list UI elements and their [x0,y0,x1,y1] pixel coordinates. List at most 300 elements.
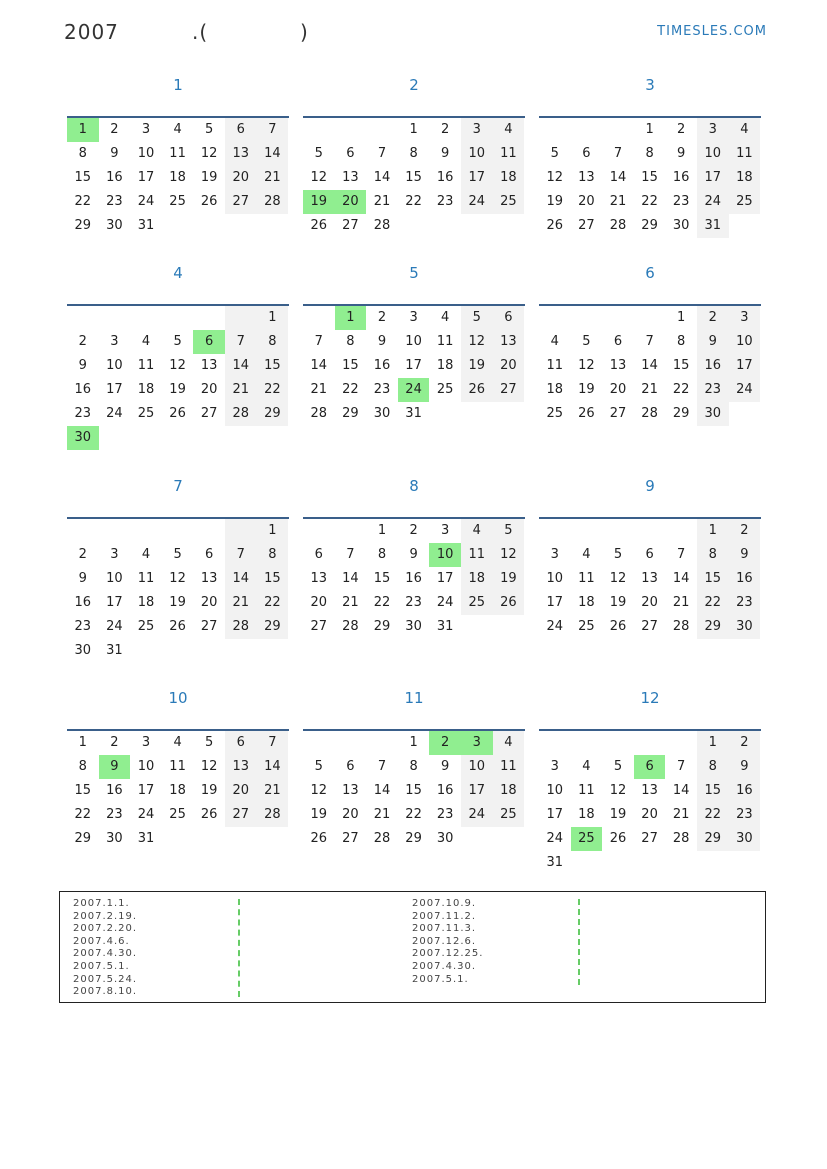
day-cell[interactable]: 17 [137,170,155,185]
day-cell[interactable]: 27 [493,378,525,402]
day-cell[interactable]: 1 [409,735,418,750]
day-cell[interactable]: 26 [578,406,595,421]
day-cell[interactable]: 28 [373,218,391,233]
day-cell[interactable]: 10 [137,146,155,161]
day-cell[interactable]: 13 [200,571,218,586]
day-cell[interactable]: 1 [257,519,289,543]
day-cell[interactable]: 6 [346,759,355,774]
day-cell[interactable]: 19 [169,595,186,610]
day-cell[interactable]: 30 [373,406,391,421]
day-cell[interactable]: 4 [141,547,151,562]
day-cell[interactable]: 16 [405,571,422,586]
day-cell[interactable]: 25 [493,190,525,214]
day-cell[interactable]: 20 [641,807,658,822]
day-cell[interactable]: 21 [310,382,328,397]
day-cell[interactable]: 5 [493,519,525,543]
day-cell[interactable]: 23 [405,595,422,610]
day-cell[interactable]: 30 [67,426,99,450]
day-cell[interactable]: 13 [578,170,595,185]
day-cell[interactable]: 13 [641,783,658,798]
day-cell[interactable]: 31 [546,855,564,870]
day-cell[interactable]: 10 [106,571,123,586]
day-cell[interactable]: 17 [546,807,564,822]
day-cell[interactable]: 7 [677,759,686,774]
day-cell[interactable]: 18 [578,807,595,822]
day-cell[interactable]: 9 [677,146,686,161]
day-cell[interactable]: 24 [697,190,729,214]
day-cell[interactable]: 25 [169,807,186,822]
day-cell[interactable]: 18 [493,166,525,190]
day-cell[interactable]: 21 [257,779,289,803]
day-cell[interactable]: 28 [225,615,257,639]
day-cell[interactable]: 27 [200,619,218,634]
day-cell[interactable]: 26 [200,807,218,822]
day-cell[interactable]: 16 [436,783,454,798]
day-cell[interactable]: 24 [546,831,564,846]
day-cell[interactable]: 31 [137,218,155,233]
day-cell[interactable]: 14 [257,142,289,166]
day-cell[interactable]: 12 [310,170,328,185]
day-cell[interactable]: 23 [729,803,761,827]
day-cell[interactable]: 1 [645,122,654,137]
day-cell[interactable]: 26 [310,218,328,233]
day-cell[interactable]: 25 [571,827,603,851]
day-cell[interactable]: 21 [609,194,627,209]
day-cell[interactable]: 24 [546,619,564,634]
day-cell[interactable]: 4 [441,310,450,325]
day-cell[interactable]: 11 [578,783,595,798]
day-cell[interactable]: 2 [729,519,761,543]
day-cell[interactable]: 6 [205,547,214,562]
day-cell[interactable]: 29 [257,402,289,426]
day-cell[interactable]: 17 [461,166,493,190]
day-cell[interactable]: 15 [257,354,289,378]
day-cell[interactable]: 18 [578,595,595,610]
day-cell[interactable]: 16 [373,358,391,373]
day-cell[interactable]: 22 [257,378,289,402]
day-cell[interactable]: 12 [310,783,328,798]
day-cell[interactable]: 19 [169,382,186,397]
day-cell[interactable]: 2 [429,731,461,755]
day-cell[interactable]: 11 [169,146,186,161]
day-cell[interactable]: 31 [697,214,729,238]
day-cell[interactable]: 20 [493,354,525,378]
day-cell[interactable]: 7 [377,759,387,774]
day-cell[interactable]: 10 [729,330,761,354]
day-cell[interactable]: 4 [729,118,761,142]
day-cell[interactable]: 21 [373,807,391,822]
day-cell[interactable]: 3 [441,523,450,538]
day-cell[interactable]: 18 [461,567,493,591]
day-cell[interactable]: 10 [546,571,564,586]
day-cell[interactable]: 8 [409,146,418,161]
day-cell[interactable]: 2 [677,122,686,137]
day-cell[interactable]: 29 [405,831,422,846]
day-cell[interactable]: 2 [78,547,87,562]
day-cell[interactable]: 12 [200,146,218,161]
day-cell[interactable]: 2 [409,523,418,538]
day-cell[interactable]: 8 [257,543,289,567]
day-cell[interactable]: 15 [697,779,729,803]
day-cell[interactable]: 29 [74,831,92,846]
day-cell[interactable]: 25 [169,194,186,209]
day-cell[interactable]: 22 [257,591,289,615]
day-cell[interactable]: 16 [74,595,92,610]
day-cell[interactable]: 18 [169,170,186,185]
day-cell[interactable]: 11 [169,759,186,774]
day-cell[interactable]: 24 [729,378,761,402]
day-cell[interactable]: 20 [200,595,218,610]
day-cell[interactable]: 13 [225,142,257,166]
day-cell[interactable]: 3 [110,334,119,349]
day-cell[interactable]: 11 [137,571,155,586]
day-cell[interactable]: 14 [310,358,328,373]
day-cell[interactable]: 21 [225,591,257,615]
day-cell[interactable]: 5 [613,547,623,562]
day-cell[interactable]: 20 [225,779,257,803]
day-cell[interactable]: 19 [578,382,595,397]
day-cell[interactable]: 24 [106,406,123,421]
day-cell[interactable]: 12 [609,571,627,586]
day-cell[interactable]: 21 [257,166,289,190]
day-cell[interactable]: 7 [225,330,257,354]
day-cell[interactable]: 20 [200,382,218,397]
day-cell[interactable]: 13 [225,755,257,779]
day-cell[interactable]: 15 [405,783,422,798]
day-cell[interactable]: 9 [697,330,729,354]
day-cell[interactable]: 17 [106,382,123,397]
day-cell[interactable]: 4 [493,731,525,755]
day-cell[interactable]: 6 [346,146,355,161]
day-cell[interactable]: 28 [641,406,658,421]
day-cell[interactable]: 11 [436,334,454,349]
day-cell[interactable]: 22 [74,807,92,822]
day-cell[interactable]: 30 [106,218,123,233]
day-cell[interactable]: 10 [405,334,422,349]
day-cell[interactable]: 22 [672,382,690,397]
day-cell[interactable]: 30 [106,831,123,846]
day-cell[interactable]: 7 [677,547,686,562]
day-cell[interactable]: 26 [493,591,525,615]
day-cell[interactable]: 23 [697,378,729,402]
day-cell[interactable]: 13 [493,330,525,354]
day-cell[interactable]: 23 [729,591,761,615]
day-cell[interactable]: 2 [110,122,119,137]
day-cell[interactable]: 19 [546,194,564,209]
day-cell[interactable]: 6 [582,146,591,161]
day-cell[interactable]: 2 [441,122,450,137]
day-cell[interactable]: 1 [697,731,729,755]
day-cell[interactable]: 12 [493,543,525,567]
day-cell[interactable]: 24 [461,803,493,827]
day-cell[interactable]: 30 [729,615,761,639]
day-cell[interactable]: 8 [377,547,387,562]
day-cell[interactable]: 8 [346,334,355,349]
day-cell[interactable]: 12 [200,759,218,774]
day-cell[interactable]: 15 [257,567,289,591]
day-cell[interactable]: 20 [641,595,658,610]
day-cell[interactable]: 7 [314,334,323,349]
day-cell[interactable]: 16 [697,354,729,378]
day-cell[interactable]: 15 [74,170,92,185]
day-cell[interactable]: 3 [141,735,151,750]
day-cell[interactable]: 9 [409,547,418,562]
day-cell[interactable]: 7 [377,146,387,161]
day-cell[interactable]: 11 [493,142,525,166]
day-cell[interactable]: 4 [493,118,525,142]
day-cell[interactable]: 20 [225,166,257,190]
day-cell[interactable]: 23 [436,194,454,209]
day-cell[interactable]: 28 [609,218,627,233]
day-cell[interactable]: 16 [106,170,123,185]
day-cell[interactable]: 28 [257,190,289,214]
day-cell[interactable]: 9 [729,755,761,779]
day-cell[interactable]: 24 [461,190,493,214]
day-cell[interactable]: 17 [436,571,454,586]
day-cell[interactable]: 22 [373,595,391,610]
day-cell[interactable]: 10 [461,142,493,166]
day-cell[interactable]: 2 [78,334,87,349]
day-cell[interactable]: 6 [645,547,654,562]
day-cell[interactable]: 5 [550,146,559,161]
day-cell[interactable]: 19 [200,783,218,798]
day-cell[interactable]: 25 [137,406,155,421]
day-cell[interactable]: 22 [405,807,422,822]
day-cell[interactable]: 3 [729,306,761,330]
day-cell[interactable]: 23 [106,807,123,822]
day-cell[interactable]: 1 [677,310,686,325]
day-cell[interactable]: 5 [205,122,214,137]
day-cell[interactable]: 27 [200,406,218,421]
day-cell[interactable]: 26 [609,831,627,846]
day-cell[interactable]: 28 [257,803,289,827]
day-cell[interactable]: 20 [310,595,328,610]
day-cell[interactable]: 1 [697,519,729,543]
day-cell[interactable]: 3 [461,731,493,755]
day-cell[interactable]: 29 [74,218,92,233]
day-cell[interactable]: 3 [550,547,559,562]
day-cell[interactable]: 24 [436,595,454,610]
day-cell[interactable]: 21 [672,595,690,610]
day-cell[interactable]: 23 [672,194,690,209]
day-cell[interactable]: 27 [609,406,627,421]
day-cell[interactable]: 4 [550,334,559,349]
day-cell[interactable]: 28 [672,831,690,846]
day-cell[interactable]: 9 [78,571,87,586]
day-cell[interactable]: 30 [405,619,422,634]
day-cell[interactable]: 15 [672,358,690,373]
day-cell[interactable]: 14 [641,358,658,373]
day-cell[interactable]: 29 [342,406,359,421]
day-cell[interactable]: 2 [110,735,119,750]
day-cell[interactable]: 13 [310,571,328,586]
day-cell[interactable]: 25 [137,619,155,634]
day-cell[interactable]: 2 [729,731,761,755]
day-cell[interactable]: 15 [74,783,92,798]
day-cell[interactable]: 15 [373,571,391,586]
day-cell[interactable]: 28 [225,402,257,426]
day-cell[interactable]: 18 [493,779,525,803]
day-cell[interactable]: 9 [99,755,131,779]
day-cell[interactable]: 1 [409,122,418,137]
day-cell[interactable]: 16 [729,567,761,591]
day-cell[interactable]: 14 [672,783,690,798]
day-cell[interactable]: 1 [257,306,289,330]
day-cell[interactable]: 14 [672,571,690,586]
day-cell[interactable]: 18 [729,166,761,190]
day-cell[interactable]: 4 [173,122,182,137]
day-cell[interactable]: 23 [106,194,123,209]
day-cell[interactable]: 7 [257,731,289,755]
day-cell[interactable]: 8 [645,146,654,161]
day-cell[interactable]: 5 [461,306,493,330]
day-cell[interactable]: 2 [697,306,729,330]
day-cell[interactable]: 21 [342,595,359,610]
day-cell[interactable]: 22 [405,194,422,209]
day-cell[interactable]: 10 [461,755,493,779]
day-cell[interactable]: 6 [314,547,323,562]
day-cell[interactable]: 6 [225,118,257,142]
day-cell[interactable]: 6 [634,755,666,779]
day-cell[interactable]: 13 [641,571,658,586]
day-cell[interactable]: 1 [78,735,87,750]
day-cell[interactable]: 7 [613,146,623,161]
day-cell[interactable]: 27 [578,218,595,233]
day-cell[interactable]: 22 [641,194,658,209]
day-cell[interactable]: 14 [225,567,257,591]
day-cell[interactable]: 15 [342,358,359,373]
day-cell[interactable]: 30 [436,831,454,846]
day-cell[interactable]: 13 [342,170,359,185]
day-cell[interactable]: 27 [225,803,257,827]
day-cell[interactable]: 9 [441,759,450,774]
day-cell[interactable]: 9 [377,334,387,349]
day-cell[interactable]: 19 [609,595,627,610]
day-cell[interactable]: 5 [314,759,323,774]
day-cell[interactable]: 26 [546,218,564,233]
day-cell[interactable]: 7 [257,118,289,142]
day-cell[interactable]: 16 [106,783,123,798]
day-cell[interactable]: 1 [335,306,367,330]
day-cell[interactable]: 12 [169,571,186,586]
site-logo[interactable]: TIMESLES.COM [657,24,767,39]
day-cell[interactable]: 24 [106,619,123,634]
day-cell[interactable]: 21 [225,378,257,402]
day-cell[interactable]: 12 [546,170,564,185]
day-cell[interactable]: 5 [173,334,182,349]
day-cell[interactable]: 25 [436,382,454,397]
day-cell[interactable]: 29 [373,619,391,634]
day-cell[interactable]: 11 [729,142,761,166]
day-cell[interactable]: 12 [461,330,493,354]
day-cell[interactable]: 18 [169,783,186,798]
day-cell[interactable]: 22 [697,591,729,615]
day-cell[interactable]: 19 [461,354,493,378]
day-cell[interactable]: 20 [335,190,367,214]
day-cell[interactable]: 21 [672,807,690,822]
day-cell[interactable]: 23 [74,619,92,634]
day-cell[interactable]: 4 [582,759,591,774]
day-cell[interactable]: 19 [303,190,335,214]
day-cell[interactable]: 10 [697,142,729,166]
day-cell[interactable]: 12 [609,783,627,798]
day-cell[interactable]: 5 [582,334,591,349]
day-cell[interactable]: 23 [74,406,92,421]
day-cell[interactable]: 5 [173,547,182,562]
day-cell[interactable]: 3 [550,759,559,774]
day-cell[interactable]: 13 [200,358,218,373]
day-cell[interactable]: 9 [110,146,119,161]
day-cell[interactable]: 30 [74,643,92,658]
day-cell[interactable]: 22 [342,382,359,397]
day-cell[interactable]: 17 [137,783,155,798]
day-cell[interactable]: 31 [436,619,454,634]
day-cell[interactable]: 25 [729,190,761,214]
day-cell[interactable]: 16 [74,382,92,397]
day-cell[interactable]: 30 [729,827,761,851]
day-cell[interactable]: 25 [493,803,525,827]
day-cell[interactable]: 26 [200,194,218,209]
day-cell[interactable]: 6 [193,330,225,354]
day-cell[interactable]: 16 [672,170,690,185]
day-cell[interactable]: 27 [310,619,328,634]
day-cell[interactable]: 5 [314,146,323,161]
day-cell[interactable]: 31 [137,831,155,846]
day-cell[interactable]: 17 [729,354,761,378]
day-cell[interactable]: 7 [225,543,257,567]
day-cell[interactable]: 4 [173,735,182,750]
day-cell[interactable]: 8 [677,334,686,349]
day-cell[interactable]: 3 [409,310,418,325]
day-cell[interactable]: 9 [78,358,87,373]
day-cell[interactable]: 18 [137,595,155,610]
day-cell[interactable]: 24 [137,194,155,209]
day-cell[interactable]: 15 [697,567,729,591]
day-cell[interactable]: 31 [405,406,422,421]
day-cell[interactable]: 26 [609,619,627,634]
day-cell[interactable]: 4 [582,547,591,562]
day-cell[interactable]: 27 [342,218,359,233]
day-cell[interactable]: 28 [373,831,391,846]
day-cell[interactable]: 19 [493,567,525,591]
day-cell[interactable]: 27 [641,619,658,634]
day-cell[interactable]: 17 [461,779,493,803]
day-cell[interactable]: 26 [310,831,328,846]
day-cell[interactable]: 10 [429,543,461,567]
day-cell[interactable]: 1 [67,118,99,142]
day-cell[interactable]: 4 [461,519,493,543]
day-cell[interactable]: 16 [729,779,761,803]
day-cell[interactable]: 19 [609,807,627,822]
day-cell[interactable]: 11 [137,358,155,373]
day-cell[interactable]: 19 [200,170,218,185]
day-cell[interactable]: 21 [373,194,391,209]
day-cell[interactable]: 24 [398,378,430,402]
day-cell[interactable]: 8 [78,146,87,161]
day-cell[interactable]: 8 [697,755,729,779]
day-cell[interactable]: 20 [578,194,595,209]
day-cell[interactable]: 3 [697,118,729,142]
day-cell[interactable]: 4 [141,334,151,349]
day-cell[interactable]: 11 [546,358,564,373]
day-cell[interactable]: 14 [225,354,257,378]
day-cell[interactable]: 11 [493,755,525,779]
day-cell[interactable]: 14 [373,783,391,798]
day-cell[interactable]: 21 [641,382,658,397]
day-cell[interactable]: 11 [578,571,595,586]
day-cell[interactable]: 25 [578,619,595,634]
day-cell[interactable]: 22 [697,803,729,827]
